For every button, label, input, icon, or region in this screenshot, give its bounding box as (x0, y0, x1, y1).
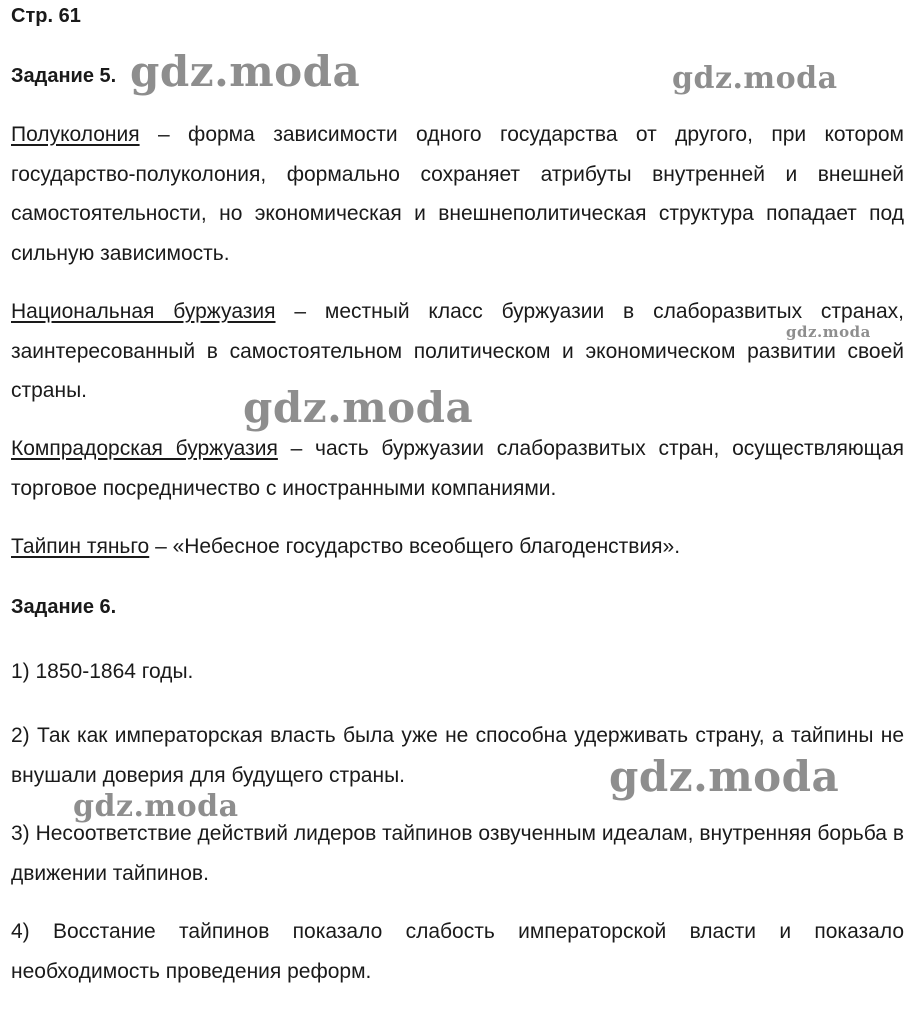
definition-taiping-tianguo (11, 527, 904, 567)
watermark: gdz.moda (73, 789, 239, 824)
watermark: gdz.moda (786, 323, 871, 341)
watermark: gdz.moda (130, 47, 361, 96)
watermark: gdz.moda (672, 61, 838, 96)
answer-item: 2) Так как императорская власть была уже не способна удерживать страну, а тайпины не внушали доверия для будущего страны. (11, 724, 904, 787)
definition-semicolony (11, 115, 904, 273)
definition-text: – форма зависимости одного государства от другого, при котором государство-полуколония, формально сохраняет атрибуты внутренней и внешней самостоятельности, но экономическая и внешнеполитическая структура попадает под сильную зависимость. (11, 123, 904, 265)
answer-item: 4) Восстание тайпинов показало слабость императорской власти и показало необходимость проведения реформ. (11, 920, 904, 983)
watermark: gdz.moda (609, 752, 840, 801)
definition-national-bourgeoisie (11, 292, 904, 411)
definition-term: Национальная буржуазия (11, 300, 276, 323)
definition-term: Тайпин тяньго (11, 535, 150, 558)
page-label: Стр. 61 (11, 5, 81, 27)
task5-heading: Задание 5. (11, 65, 117, 87)
definition-term: Компрадорская буржуазия (11, 437, 278, 460)
definition-term: Полуколония (11, 123, 140, 146)
definition-comprador-bourgeoisie (11, 429, 904, 508)
definition-text: – местный класс буржуазии в слаборазвитых странах, заинтересованный в самостоятельном политическом и экономическом развитии своей страны. (11, 300, 905, 402)
answer-item: 3) Несоответствие действий лидеров тайпинов озвученным идеалам, внутренняя борьба в движении тайпинов. (11, 822, 904, 885)
answer-item: 1) 1850-1864 годы. (11, 660, 194, 683)
definition-text: – «Небесное государство всеобщего благоденствия». (149, 535, 681, 558)
definition-text: – часть буржуазии слаборазвитых стран, осуществляющая торговое посредничество с иностранными компаниями. (11, 437, 904, 500)
task6-heading: Задание 6. (11, 596, 117, 618)
watermark: gdz.moda (243, 383, 474, 432)
